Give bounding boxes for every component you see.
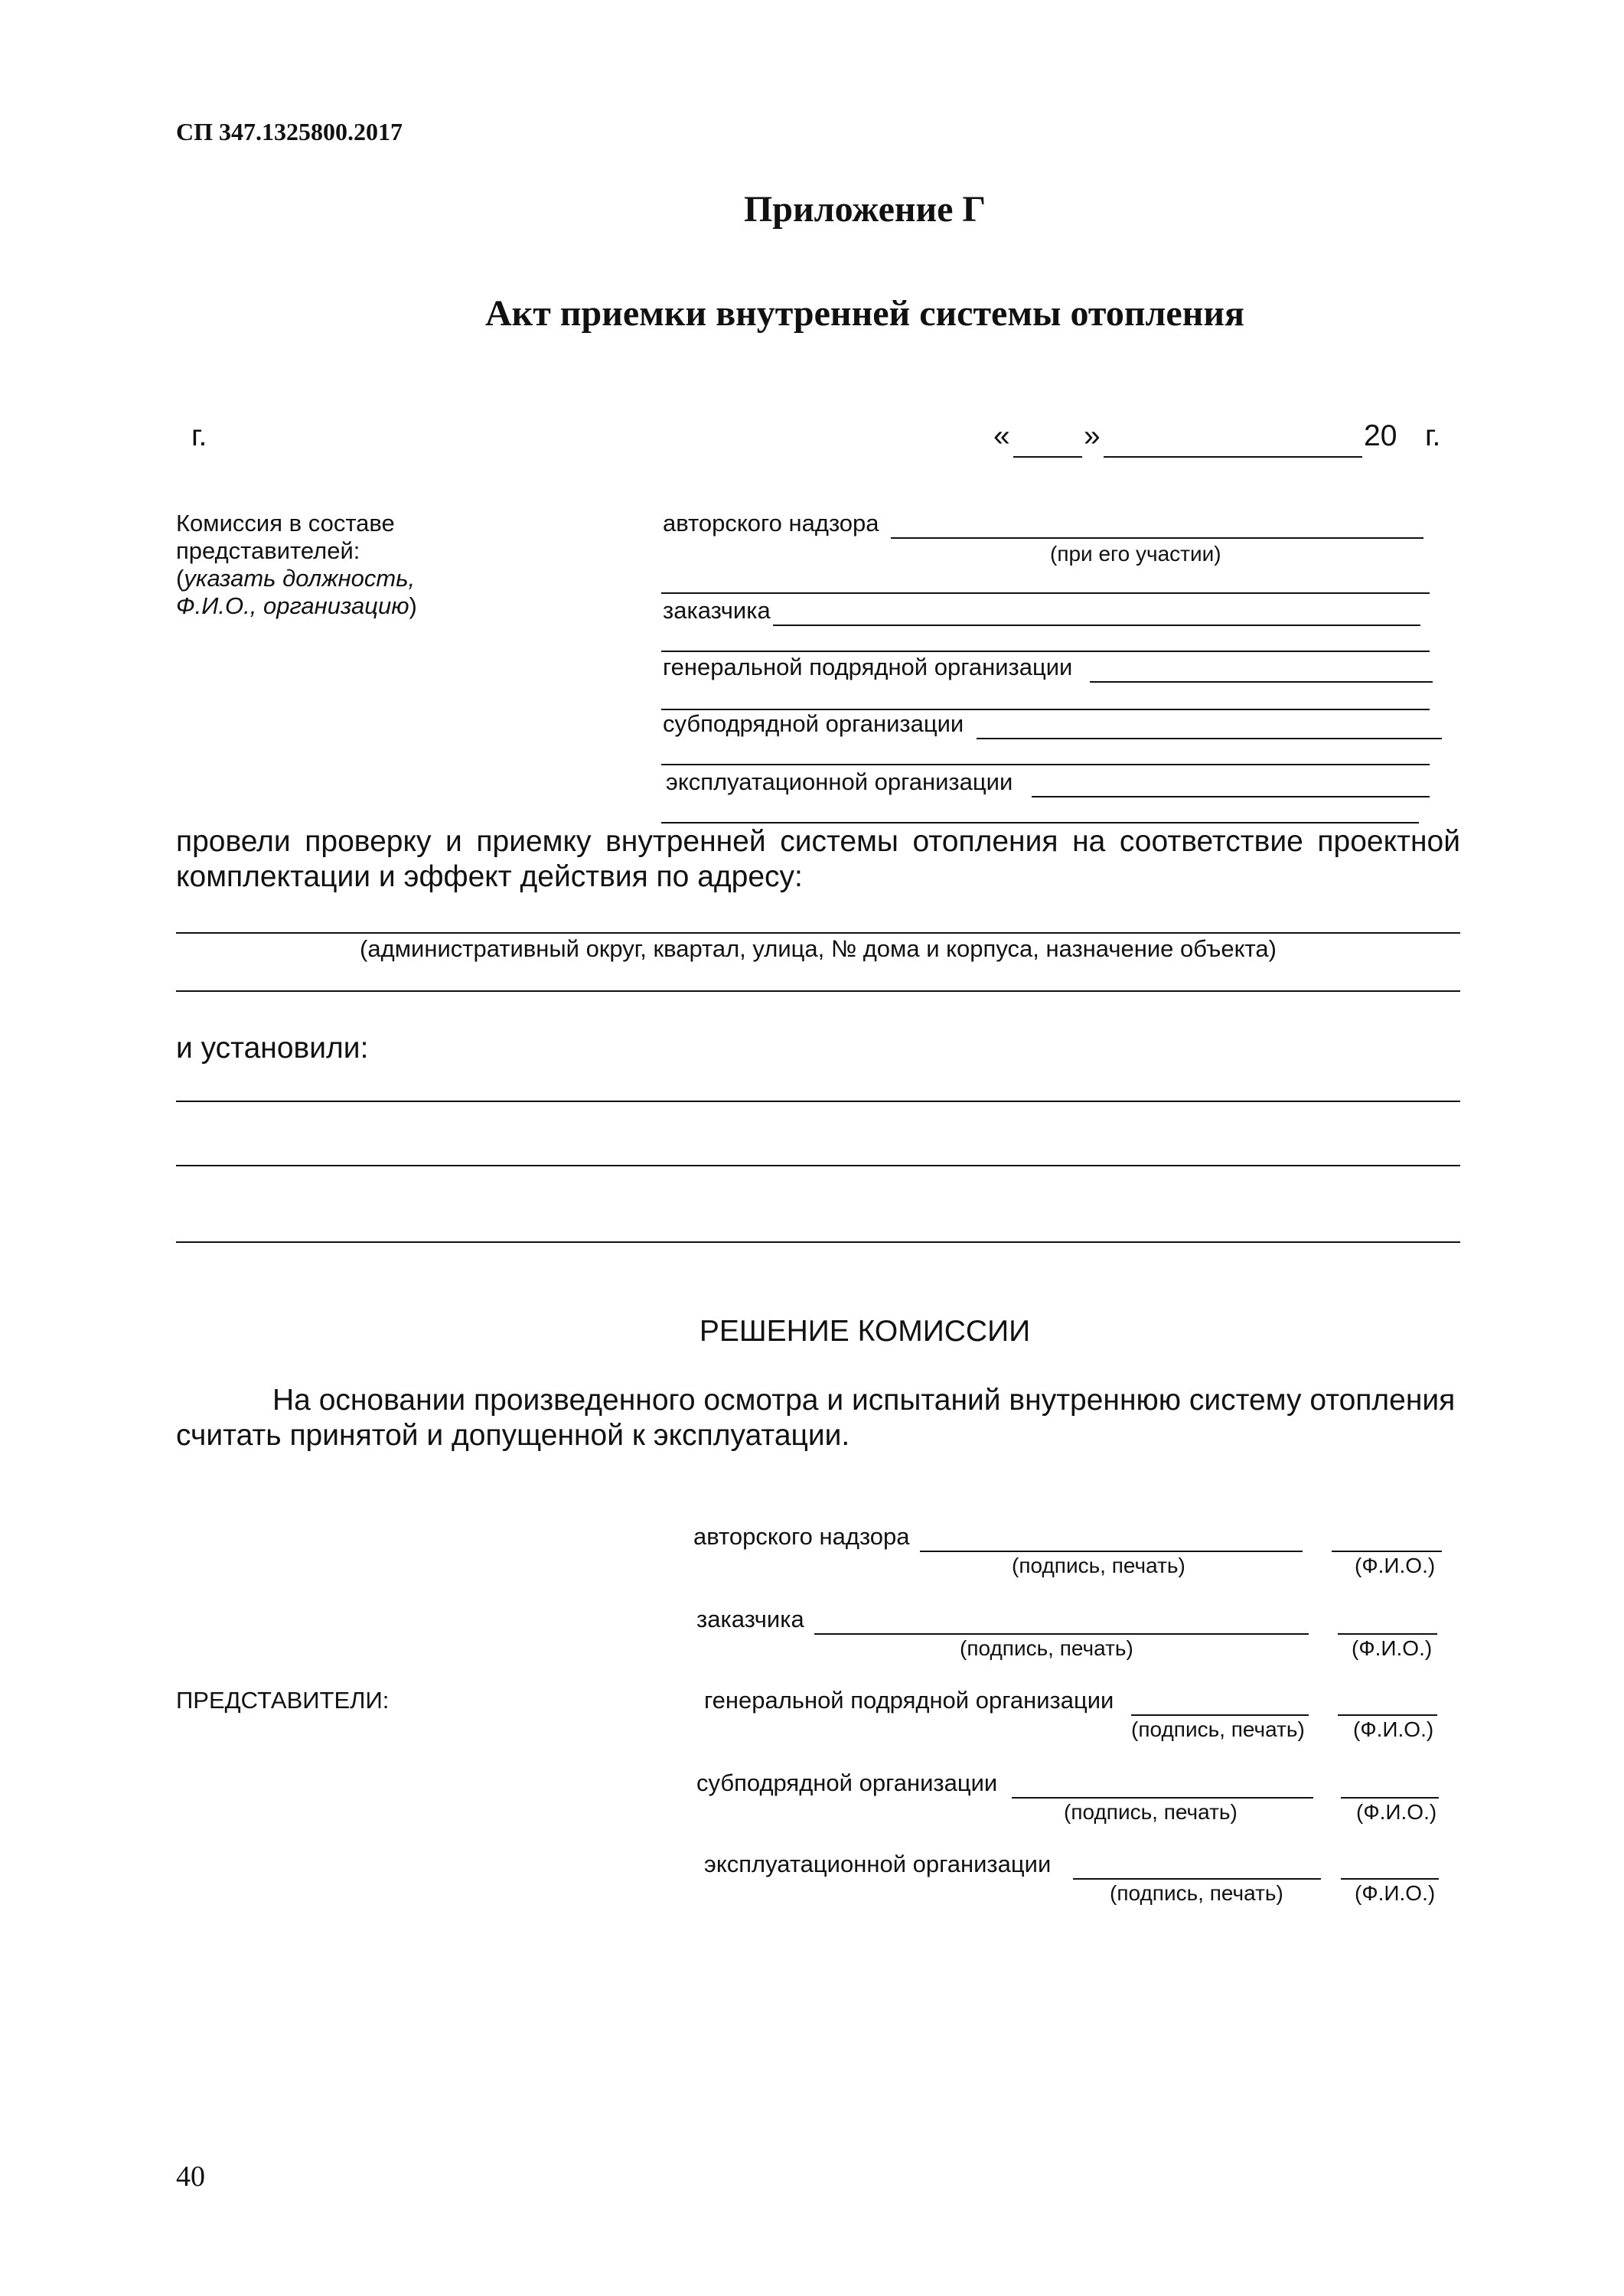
city-prefix: г. <box>191 419 207 452</box>
author-supervision-blank-2 <box>661 592 1430 594</box>
quote-close: » <box>1084 419 1101 452</box>
sign-role-subcontractor: субподрядной организации <box>696 1769 998 1796</box>
appendix-title: Приложение Г <box>743 189 986 230</box>
address-blank-2 <box>176 990 1460 992</box>
operating-org-blank-2 <box>661 822 1419 823</box>
name-line-3 <box>1338 1714 1437 1716</box>
signature-note-5: (подпись, печать) <box>1110 1881 1283 1905</box>
act-title: Акт приемки внутренней системы отопления <box>484 293 1245 334</box>
sign-line-5 <box>1073 1878 1321 1880</box>
commission-label-line3: (указать должность, <box>176 565 416 592</box>
sign-role-general-contractor: генеральной подрядной организации <box>704 1687 1114 1714</box>
role-subcontractor: субподрядной организации <box>663 710 964 737</box>
sign-role-operating-org: эксплуатационной организации <box>704 1851 1052 1877</box>
role-operating-org: эксплуатационной организации <box>666 768 1013 795</box>
name-line-2 <box>1338 1633 1437 1635</box>
subcontractor-blank <box>977 738 1442 739</box>
role-general-contractor: генеральной подрядной организации <box>663 654 1073 680</box>
address-note: (административный округ, квартал, улица, № дома и корпуса, назначение объекта) <box>360 935 1277 962</box>
author-supervision-blank <box>891 537 1423 539</box>
role-customer: заказчика <box>663 597 771 624</box>
signature-note-2: (подпись, печать) <box>960 1636 1133 1660</box>
operating-org-blank <box>1032 796 1430 797</box>
commission-label-line1: Комиссия в составе <box>176 510 395 536</box>
sign-line-2 <box>814 1633 1309 1635</box>
day-blank <box>1013 456 1082 458</box>
general-contractor-blank <box>1090 681 1433 683</box>
decision-text-line1: На основании произведенного осмотра и испытаний внутреннюю систему отопления <box>272 1384 1456 1417</box>
customer-blank <box>773 625 1420 626</box>
month-blank <box>1104 456 1362 458</box>
name-line-1 <box>1332 1551 1442 1552</box>
findings-line-2 <box>176 1165 1460 1166</box>
address-blank <box>176 932 1460 934</box>
document-code: СП 347.1325800.2017 <box>176 118 403 145</box>
name-note-4: (Ф.И.О.) <box>1356 1800 1437 1824</box>
year-prefix: 20 <box>1364 419 1397 452</box>
quote-open: « <box>993 419 1010 452</box>
role-author-supervision: авторского надзора <box>663 510 879 536</box>
sign-role-customer: заказчика <box>696 1606 804 1632</box>
name-line-4 <box>1341 1797 1439 1799</box>
name-note-1: (Ф.И.О.) <box>1355 1554 1436 1577</box>
signature-note-3: (подпись, печать) <box>1131 1717 1305 1741</box>
paragraph1-line2: комплектации и эффект действия по адресу: <box>176 860 803 893</box>
name-note-5: (Ф.И.О.) <box>1355 1881 1436 1905</box>
sign-line-4 <box>1012 1797 1313 1799</box>
paragraph1-line1: провели проверку и приемку внутренней системы отопления на соответствие проектной <box>176 825 1460 858</box>
signature-note-1: (подпись, печать) <box>1012 1554 1185 1577</box>
subcontractor-blank-2 <box>661 764 1430 765</box>
sign-line-3 <box>1131 1714 1309 1716</box>
name-note-2: (Ф.И.О.) <box>1352 1636 1433 1660</box>
findings-line-1 <box>176 1101 1460 1102</box>
decision-heading: РЕШЕНИЕ КОМИССИИ <box>699 1315 1031 1348</box>
name-line-5 <box>1341 1878 1439 1880</box>
established-label: и установили: <box>176 1032 369 1065</box>
name-note-3: (Ф.И.О.) <box>1353 1717 1434 1741</box>
sign-role-author-supervision: авторского надзора <box>693 1523 910 1550</box>
representatives-label: ПРЕДСТАВИТЕЛИ: <box>176 1687 390 1714</box>
sign-line-1 <box>920 1551 1303 1552</box>
commission-label-line4: Ф.И.О., организацию) <box>176 592 417 619</box>
customer-blank-2 <box>661 651 1430 652</box>
decision-text-line2: считать принятой и допущенной к эксплуатации. <box>176 1419 850 1452</box>
findings-line-3 <box>176 1241 1460 1243</box>
signature-note-4: (подпись, печать) <box>1064 1800 1238 1824</box>
page-number: 40 <box>176 2161 205 2193</box>
year-suffix: г. <box>1425 419 1441 452</box>
commission-label-line2: представителей: <box>176 537 360 564</box>
author-note: (при его участии) <box>1050 542 1221 566</box>
commission-label-line3-text: указать должность, <box>184 565 416 592</box>
